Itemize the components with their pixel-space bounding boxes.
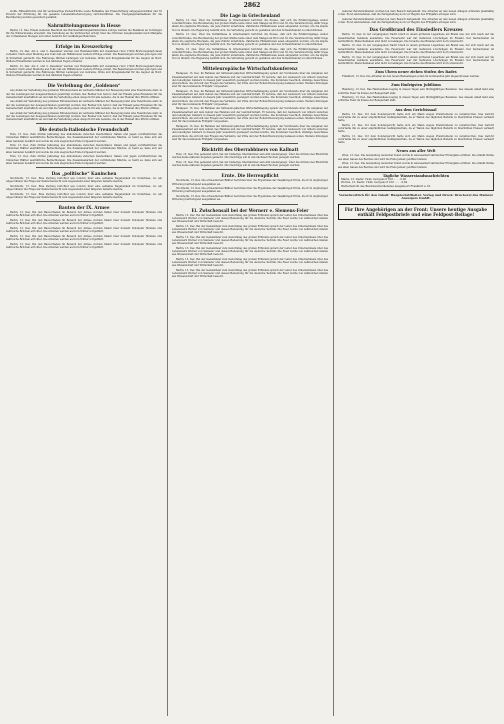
- article: [338, 27, 494, 65]
- article-body: Aus Anlaß der Verleihung des goldenen Ehrenzeichens an verdiente Männer der Bewegung fand eine Feierstunde statt, in der die Leistungen der Ausgezeichneten gewürdigt wurden. Der Redner hob hervor, daß der Einsatz jedes Einzelnen für die Gemeinschaft unerläßlich sei und daß die Verleihung einen Ansporn für alle bedeute, die in der Heimat ihre Pflicht erfüllen.: [6, 111, 162, 121]
- article-body: Rom, 13. Dez. Wie gemeldet wird, hat der bisherige Oberrabbiner sein Amt niedergelegt. Über die Gründe des Rücktritts werden keine näheren Angaben gemacht. Die Nachfolge soll in den nächsten Wochen geregelt werden.: [172, 153, 328, 160]
- column-right: [338, 10, 494, 718]
- article-body: Budapest, 13. Dez. Im Rahmen der mitteleuropäischen Wirtschaftstagung sprach der Vorsitzende über die Aufgaben der Zusammenarbeit auf dem Gebiet des Handels und der Landwirtschaft. Er betonte, daß der Austausch von Gütern zwischen den beteiligten Ländern in diesem Jahr wesentlich gesteigert werden konnte. Die Konferenz beschloß, ständige Ausschüsse einzurichten, die sich mit den Fragen des Verkehrs, der Zölle und der Rohstoffversorgung befassen sollen. Weitere Sitzungen sind für das kommende Frühjahr vorgesehen.: [172, 72, 328, 89]
- article-body: Wien, 13. Dez. Die Ausstellung deutscher Kunst wurde in Anwesenheit zahlreicher Ehrengäste eröffnet. Sie umfaßt Werke aus allen Gauen des Reiches und wird bis Ende Januar geöffnet bleiben.: [338, 162, 494, 169]
- article-body: Berlin, 13. Dez. Am 2. und 3. Dezember wurden vier Handelsschiffe mit zusammen rund 17000 Bruttoregistertonnen versenkt. Nach einer Meldung aus Tokio hat ein Hilfskreuzer weitere Erfolge erzielt. Die Besatzungen wurden geborgen und in Sicherheit gebracht. Die Fahrzeuge führten Ladungen von Getreide, Wolle und Kriegsmaterial für die Gegner an Bord. Weitere Einzelheiten werden in den nächsten Tagen erwartet.: [6, 50, 162, 63]
- article-body: Berlin, 13. Dez. Bei der Gedenkfeier zum Geburtstag des großen Erfinders sprach der Leiter des Unternehmens über das Lebenswerk Werner von Siemens' und dessen Bedeutung für die deutsche Technik. Die Feier wurde von zahlreichen Gästen aus Wissenschaft und Wirtschaft besucht.: [172, 246, 328, 257]
- article-headline: Zum Uhren neuer ziehen Stufen des Bades: [375, 70, 457, 75]
- article-body: Berlin, 13. Dez. Über die Verhältnisse in Griechenland berichtet die Presse, daß sich die Ernährungslage weiter verschärft habe. Die Bevölkerung der großen Städte leide unter dem Mangel an Brot und Öl. Die Verantwortung dafür trage allein die englische Blockade, die jede Zufuhr unterbinde. Zahlreiche Hilfsaktionen seien eingeleitet worden, um die ärgste Not zu lindern. Die Regierung bemüht sich, die Verteilung gerecht zu gestalten und den Schwarzhandel zu unterdrücken.: [172, 19, 328, 32]
- separator: [36, 167, 132, 168]
- article-body: Aus Anlaß der Verleihung des goldenen Ehrenzeichens an verdiente Männer der Bewegung fand eine Feierstunde statt, in der die Leistungen der Ausgezeichneten gewürdigt wurden. Der Redner hob hervor, daß der Einsatz jedes Einzelnen für die Gemeinschaft unerläßlich sei und daß die Verleihung einen Ansporn für alle bedeute, die in der Heimat ihre Pflicht erfüllen.: [6, 100, 162, 110]
- article-body: Stockholm, 13. Dez. Eine Zeitung berichtet aus London über eine seltsame Begebenheit im Unterhaus, wo ein Abgeordneter die Frage der Kaninchenzucht zum Gegenstand einer längeren Debatte machte.: [6, 192, 162, 200]
- article: [172, 66, 328, 141]
- separator: [36, 123, 132, 124]
- column-rule: [167, 10, 168, 716]
- article-headline: Ernte. Die Herrenpflicht: [221, 173, 279, 179]
- article-body: Hamburg, 13. Dez. Das Handelshaus beging in diesen Tagen sein fünfzigjähriges Bestehen. Aus diesem Anlaß fand eine schlichte Feier im Kreise der Belegschaft statt.: [338, 96, 494, 103]
- article: [172, 147, 328, 167]
- article-headline: Ei. Zwischensall bei der Wernerr e. Siemens-Feier: [191, 207, 309, 213]
- article-body: Berlin, 13. Dez. Bei der Gedenkfeier zum Geburtstag des großen Erfinders sprach der Leiter des Unternehmens über das Lebenswerk Werner von Siemens' und dessen Bedeutung für die deutsche Technik. Die Feier wurde von zahlreichen Gästen aus Wissenschaft und Wirtschaft besucht.: [172, 269, 328, 279]
- publisher-imprint: Verantwortlich für den Inhalt: Hauptschriftleiter. Verlag und Druck: Druckerei des Mainzer Anzeigers GmbH.: [338, 192, 494, 201]
- article-body: Berlin, 13. Dez. Bei den Bauvorhaben im Bereich der Armee wurden bisher über hundert Kilometer Straßen und zahlreiche Brücken errichtet. Die Arbeiten werden auch im Winter fortgeführt.: [6, 234, 162, 242]
- article-body: Berlin, 13. Dez. In der vergangenen Nacht brach in einem größeren Lagerhaus ein Brand aus, der sich rasch auf die benachbarten Gebäude ausdehnte. Die Feuerwehr war mit mehreren Löschzügen im Einsatz. Der Sachschaden ist beträchtlich; Menschenleben sind nicht zu beklagen. Die Ursache des Brandes wird noch untersucht.: [338, 44, 494, 54]
- article: [6, 44, 162, 77]
- article: [6, 127, 162, 165]
- article-body: Berlin, 13. Dez. Am 2. und 3. Dezember wurden vier Handelsschiffe mit zusammen rund 17000 Bruttoregistertonnen versenkt. Nach einer Meldung aus Tokio hat ein Hilfskreuzer weitere Erfolge erzielt. Die Besatzungen wurden geborgen und in Sicherheit gebracht. Die Fahrzeuge führten Ladungen von Getreide, Wolle und Kriegsmaterial für die Gegner an Bord. Weitere Einzelheiten werden in den nächsten Tagen erwartet.: [6, 64, 162, 78]
- article: [338, 149, 494, 168]
- article-headline: Die deutsch-italienische Freundschaft: [39, 127, 129, 133]
- article-headline: Das „politische“ Kaninchen: [51, 171, 117, 176]
- water-level-line: Wetterbericht des Reichswetterdienstes Ausgabeort Frankfurt a. M.: [341, 184, 431, 188]
- water-level-line: Mainz, 13. Dezbr. 1942, morgens 6 Uhr . . . . 0,92: [341, 178, 407, 182]
- separator: [202, 62, 298, 63]
- article-body: Berlin, 13. Dez. Bei den Bauvorhaben im Bereich der Armee wurden bisher über hundert Kilometer Straßen und zahlreiche Brücken errichtet. Die Arbeiten werden auch im Winter fortgeführt.: [6, 219, 162, 226]
- article-headline: Rücktritt des Oberrabbiners von Kallnatt: [201, 147, 299, 152]
- article-body: Berlin, 13. Dez. In der vergangenen Nacht brach in einem größeren Lagerhaus ein Brand aus, der sich rasch auf die benachbarten Gebäude ausdehnte. Die Feuerwehr war mit mehreren Löschzügen im Einsatz. Der Sachschaden ist beträchtlich; Menschenleben sind nicht zu beklagen. Die Ursache des Brandes wird noch untersucht.: [338, 55, 494, 65]
- separator: [36, 40, 132, 41]
- article-headline: Die Verleihung der „Goldenen“: [47, 83, 121, 89]
- article-body: Berlin, 13. Dez. Einem weiteren Beschluß des Reichsernährungsministeriums zufolge werden die Bestände an Vorratsgut für die Wintermonate erweitert. Die Verteilung an die Verbraucher erfolgt über die örtlichen Ausgabestellen nach Maßgabe der vorhandenen Mengen und unter Aufsicht der zuständigen Behörden.: [6, 28, 162, 39]
- article-body: Budapest, 13. Dez. Im Rahmen der mitteleuropäischen Wirtschaftstagung sprach der Vorsitzende über die Aufgaben der Zusammenarbeit auf dem Gebiet des Handels und der Landwirtschaft. Er betonte, daß der Austausch von Gütern zwischen den beteiligten Ländern in diesem Jahr wesentlich gesteigert werden konnte. Die Konferenz beschloß, ständige Ausschüsse einzurichten, die sich mit den Fragen des Verkehrs, der Zölle und der Rohstoffversorgung befassen sollen. Weitere Sitzungen sind für das kommende Frühjahr vorgesehen.: [172, 89, 328, 106]
- article-headline: Nahrmittelungsmesse in Hesse: [47, 22, 121, 28]
- separator: [368, 146, 464, 147]
- article-headline: Die Lage in Griechenland: [220, 13, 280, 18]
- feldpost-advertisement: Für Ihre Angehörigen an der Front: Unsere heutige Ausgabe enthält Feldpostbriefe und eine Feldpost-Beilage!: [338, 204, 494, 220]
- article: [6, 171, 162, 199]
- article-intro: stoffe, Hülsenfrüchte und für sechswertige Zuckerfrüchte sowie Rohkaffee der Preiserhöhung entgegenzuwirken und 35 Prozent der Erhöhung für die gesamte Lebensmittelversorgung zurückzuführen. Die Übergangsmaßnahmen für die Bevölkerung werden gesondert gestaltet.: [6, 10, 162, 20]
- article-body: Berlin, 13. Dez. Vor dem Sondergericht hatte sich ein Mann wegen Preistreiberei zu verantworten. Das Gericht verurteilte ihn zu einer empfindlichen Gefängnisstrafe, da er Waren des täglichen Bedarfs zu überhöhten Preisen verkauft hatte.: [338, 123, 494, 134]
- article-headline: Bauten der IX. Armee: [58, 205, 110, 211]
- article-intro: weiterer Persönlichkeiten wurden bei dem Besuch festgestellt. Die Arbeiten an den neuen Anlagen schreiten planmäßig voran. Es ist anzunehmen, daß die Fertigstellung noch vor Beginn des Frühjahrs erfolgen wird.: [338, 10, 494, 17]
- article-body: Stockholm, 13. Dez. Die schwedischen Blätter berichten über die Ergebnisse der diesjährigen Ernte, die trotz ungünstiger Witterung befriedigend ausgefallen sei.: [172, 187, 328, 194]
- separator: [36, 201, 132, 202]
- article: [172, 208, 328, 279]
- article: [6, 83, 162, 121]
- article: [338, 70, 494, 78]
- page-number: 2862: [243, 2, 261, 9]
- article-headline: Erfolge im Kreuzerkrieg: [55, 44, 113, 50]
- article-body: Berlin, 13. Dez. In der vergangenen Nacht brach in einem größeren Lagerhaus ein Brand aus, der sich rasch auf die benachbarten Gebäude ausdehnte. Die Feuerwehr war mit mehreren Löschzügen im Einsatz. Der Sachschaden ist beträchtlich; Menschenleben sind nicht zu beklagen. Die Ursache des Brandes wird noch untersucht.: [338, 33, 494, 43]
- article: [6, 205, 162, 249]
- article-body: Berlin, 13. Dez. Über die Verhältnisse in Griechenland berichtet die Presse, daß sich die Ernährungslage weiter verschärft habe. Die Bevölkerung der großen Städte leide unter dem Mangel an Brot und Öl. Die Verantwortung dafür trage allein die englische Blockade, die jede Zufuhr unterbinde. Zahlreiche Hilfsaktionen seien eingeleitet worden, um die ärgste Not zu lindern. Die Regierung bemüht sich, die Verteilung gerecht zu gestalten und den Schwarzhandel zu unterdrücken.: [172, 47, 328, 61]
- separator: [368, 105, 464, 106]
- separator: [202, 143, 298, 144]
- article-body: Stockholm, 13. Dez. Eine Zeitung berichtet aus London über eine seltsame Begebenheit im Unterhaus, wo ein Abgeordneter die Frage der Kaninchenzucht zum Gegenstand einer längeren Debatte machte.: [6, 177, 162, 184]
- article-body: Frankfurt, 13. Dez. Die Arbeiten an den neuen Badeanlagen sollen im kommenden Jahr abgeschlossen werden.: [342, 75, 480, 79]
- article: [338, 108, 494, 145]
- column-left: [6, 10, 162, 718]
- article-headline: Mitteleuropäische Wirtschaftskonferenz: [202, 66, 298, 72]
- article-body: Berlin, 13. Dez. Vor dem Sondergericht hatte sich ein Mann wegen Preistreiberei zu verantworten. Das Gericht verurteilte ihn zu einer empfindlichen Gefängnisstrafe, da er Waren des täglichen Bedarfs zu überhöhten Preisen verkauft hatte.: [338, 112, 494, 123]
- article-body: Budapest, 13. Dez. Im Rahmen der mitteleuropäischen Wirtschaftstagung sprach der Vorsitzende über die Aufgaben der Zusammenarbeit auf dem Gebiet des Handels und der Landwirtschaft. Er betonte, daß der Austausch von Gütern zwischen den beteiligten Ländern in diesem Jahr wesentlich gesteigert werden konnte. Die Konferenz beschloß, ständige Ausschüsse einzurichten, die sich mit den Fragen des Verkehrs, der Zölle und der Rohstoffversorgung befassen sollen. Weitere Sitzungen sind für das kommende Frühjahr vorgesehen.: [172, 124, 328, 141]
- article-body: Berlin, 13. Dez. Bei der Gedenkfeier zum Geburtstag des großen Erfinders sprach der Leiter des Unternehmens über das Lebenswerk Werner von Siemens' und dessen Bedeutung für die deutsche Technik. Die Feier wurde von zahlreichen Gästen aus Wissenschaft und Wirtschaft besucht.: [172, 257, 328, 268]
- article-body: Berlin, 13. Dez. Vor dem Sondergericht hatte sich ein Mann wegen Preistreiberei zu verantworten. Das Gericht verurteilte ihn zu einer empfindlichen Gefängnisstrafe, da er Waren des täglichen Bedarfs zu überhöhten Preisen verkauft hatte.: [338, 134, 494, 145]
- article-headline: Neues aus aller Welt: [396, 149, 436, 154]
- article-intro: weiterer Persönlichkeiten wurden bei dem Besuch festgestellt. Die Arbeiten an den neuen Anlagen schreiten planmäßig voran. Es ist anzunehmen, daß die Fertigstellung noch vor Beginn des Frühjahrs erfolgen wird.: [338, 17, 494, 25]
- water-level-line: Worms, 13. Dezbr. 1942, morgens 6 Uhr . . . . 0,84: [341, 181, 408, 185]
- article-body: Wien, 13. Dez. Die Ausstellung deutscher Kunst wurde in Anwesenheit zahlreicher Ehrengäste eröffnet. Sie umfaßt Werke aus allen Gauen des Reiches und wird bis Ende Januar geöffnet bleiben.: [338, 154, 494, 161]
- article-body: Berlin, 13. Dez. Bei der Gedenkfeier zum Geburtstag des großen Erfinders sprach der Leiter des Unternehmens über das Lebenswerk Werner von Siemens' und dessen Bedeutung für die deutsche Technik. Die Feier wurde von zahlreichen Gästen aus Wissenschaft und Wirtschaft besucht.: [172, 213, 328, 223]
- article-body: Hamburg, 13. Dez. Das Handelshaus beging in diesen Tagen sein fünfzigjähriges Bestehen. Aus diesem Anlaß fand eine schlichte Feier im Kreise der Belegschaft statt.: [338, 88, 494, 95]
- separator: [202, 204, 298, 205]
- article-headline: Aus dem Gerichtssaal: [395, 107, 437, 112]
- article: [172, 173, 328, 201]
- article-body: Aus Anlaß der Verleihung des goldenen Ehrenzeichens an verdiente Männer der Bewegung fand eine Feierstunde statt, in der die Leistungen der Ausgezeichneten gewürdigt wurden. Der Redner hob hervor, daß der Einsatz jedes Einzelnen für die Gemeinschaft unerläßlich sei und daß die Verleihung einen Ansporn für alle bedeute, die in der Heimat ihre Pflicht erfüllen.: [6, 89, 162, 99]
- article: [338, 83, 494, 102]
- separator: [368, 80, 464, 81]
- water-level-title: Tägliche Wasserstandsnachrichten: [382, 173, 450, 178]
- separator: [368, 67, 464, 68]
- article-body: Berlin, 13. Dez. Bei den Bauvorhaben im Bereich der Armee wurden bisher über hundert Kilometer Straßen und zahlreiche Brücken errichtet. Die Arbeiten werden auch im Winter fortgeführt.: [6, 227, 162, 234]
- article-body: Berlin, 13. Dez. Bei der Gedenkfeier zum Geburtstag des großen Erfinders sprach der Leiter des Unternehmens über das Lebenswerk Werner von Siemens' und dessen Bedeutung für die deutsche Technik. Die Feier wurde von zahlreichen Gästen aus Wissenschaft und Wirtschaft besucht.: [172, 235, 328, 246]
- article-body: Stockholm, 13. Dez. Eine Zeitung berichtet aus London über eine seltsame Begebenheit im Unterhaus, wo ein Abgeordneter die Frage der Kaninchenzucht zum Gegenstand einer längeren Debatte machte.: [6, 184, 162, 192]
- article-body: Stockholm, 13. Dez. Die schwedischen Blätter berichten über die Ergebnisse der diesjährigen Ernte, die trotz ungünstiger Witterung befriedigend ausgefallen sei.: [172, 179, 328, 186]
- article-body: Budapest, 13. Dez. Im Rahmen der mitteleuropäischen Wirtschaftstagung sprach der Vorsitzende über die Aufgaben der Zusammenarbeit auf dem Gebiet des Handels und der Landwirtschaft. Er betonte, daß der Austausch von Gütern zwischen den beteiligten Ländern in diesem Jahr wesentlich gesteigert werden konnte. Die Konferenz beschloß, ständige Ausschüsse einzurichten, die sich mit den Fragen des Verkehrs, der Zölle und der Rohstoffversorgung befassen sollen. Weitere Sitzungen sind für das kommende Frühjahr vorgesehen.: [172, 107, 328, 124]
- article-body: Berlin, 13. Dez. Bei der Gedenkfeier zum Geburtstag des großen Erfinders sprach der Leiter des Unternehmens über das Lebenswerk Werner von Siemens' und dessen Bedeutung für die deutsche Technik. Die Feier wurde von zahlreichen Gästen aus Wissenschaft und Wirtschaft besucht.: [172, 224, 328, 235]
- article-body: Berlin, 13. Dez. Bei den Bauvorhaben im Bereich der Armee wurden bisher über hundert Kilometer Straßen und zahlreiche Brücken errichtet. Die Arbeiten werden auch im Winter fortgeführt.: [6, 242, 162, 250]
- column-rule: [333, 10, 334, 716]
- article-body: Berlin, 13. Dez. Über die Verhältnisse in Griechenland berichtet die Presse, daß sich die Ernährungslage weiter verschärft habe. Die Bevölkerung der großen Städte leide unter dem Mangel an Brot und Öl. Die Verantwortung dafür trage allein die englische Blockade, die jede Zufuhr unterbinde. Zahlreiche Hilfsaktionen seien eingeleitet worden, um die ärgste Not zu lindern. Die Regierung bemüht sich, die Verteilung gerecht zu gestalten und den Schwarzhandel zu unterdrücken.: [172, 33, 328, 46]
- article-body: Rom, 13. Dez. Zum dritten Jahrestag des Abkommens zwischen Deutschland, Italien und Japan veröffentlichen die römischen Blätter ausführliche Betrachtungen. Die Zusammenarbeit der verbündeten Mächte, so heißt es, habe sich auf allen Gebieten bewährt und werde bis zum siegreichen Ende fortgesetzt werden.: [6, 133, 162, 143]
- article-headline: Das Großbrand des Einsiedlers Kreuzes: [369, 27, 463, 33]
- article-body: Rom, 13. Dez. Zum dritten Jahrestag des Abkommens zwischen Deutschland, Italien und Japan veröffentlichen die römischen Blätter ausführliche Betrachtungen. Die Zusammenarbeit der verbündeten Mächte, so heißt es, habe sich auf allen Gebieten bewährt und werde bis zum siegreichen Ende fortgesetzt werden.: [6, 155, 162, 165]
- water-level-box: [338, 172, 494, 191]
- column-middle: [172, 10, 328, 718]
- article-body: Rom, 13. Dez. Wie gemeldet wird, hat der bisherige Oberrabbiner sein Amt niedergelegt. Über die Gründe des Rücktritts werden keine näheren Angaben gemacht. Die Nachfolge soll in den nächsten Wochen geregelt werden.: [172, 160, 328, 168]
- article-body: Stockholm, 13. Dez. Die schwedischen Blätter berichten über die Ergebnisse der diesjährigen Ernte, die trotz ungünstiger Witterung befriedigend ausgefallen sei.: [172, 195, 328, 202]
- separator: [202, 169, 298, 170]
- article-headline: Zum fünfzigsten Jubiläum: [391, 83, 441, 88]
- separator: [36, 79, 132, 80]
- article-body: Berlin, 13. Dez. Bei den Bauvorhaben im Bereich der Armee wurden bisher über hundert Kilometer Straßen und zahlreiche Brücken errichtet. Die Arbeiten werden auch im Winter fortgeführt.: [6, 211, 162, 218]
- article: [6, 23, 162, 39]
- article-body: Rom, 13. Dez. Zum dritten Jahrestag des Abkommens zwischen Deutschland, Italien und Japan veröffentlichen die römischen Blätter ausführliche Betrachtungen. Die Zusammenarbeit der verbündeten Mächte, so heißt es, habe sich auf allen Gebieten bewährt und werde bis zum siegreichen Ende fortgesetzt werden.: [6, 144, 162, 154]
- article: [172, 13, 328, 60]
